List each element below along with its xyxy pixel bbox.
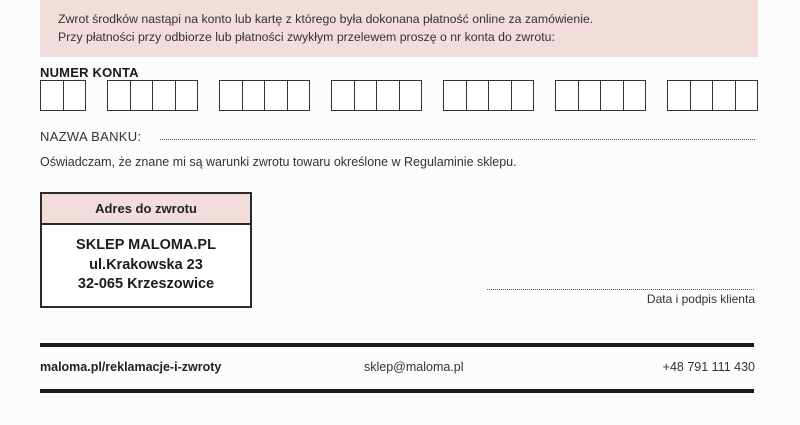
digit-box[interactable] [152,81,175,110]
account-digit-group-2[interactable] [107,80,198,111]
return-address-city: 32-065 Krzeszowice [77,276,215,292]
footer-website-link[interactable]: maloma.pl/reklamacje-i-zwroty [40,360,222,374]
digit-box[interactable] [668,81,690,110]
footer-email-link[interactable]: sklep@maloma.pl [364,360,464,374]
digit-box[interactable] [444,81,466,110]
bank-name-label: NAZWA BANKU: [40,129,142,144]
refund-info-box [40,0,758,57]
refund-info-line-1: Zwrot środków nastąpi na konto lub kartę z którego była dokonana płatność online za zamówienie. [58,12,594,26]
refund-info-line-2: Przy płatności przy odbiorze lub płatności zwykłym przelewem proszę o nr konta do zwrotu: [58,30,555,44]
digit-box[interactable] [332,81,354,110]
account-number-fields [40,80,760,111]
digit-box[interactable] [466,81,489,110]
digit-box[interactable] [175,81,198,110]
digit-box[interactable] [220,81,242,110]
bank-name-field[interactable] [160,139,755,140]
digit-box[interactable] [712,81,735,110]
digit-box[interactable] [600,81,623,110]
digit-box[interactable] [108,81,130,110]
digit-box[interactable] [264,81,287,110]
digit-box[interactable] [690,81,713,110]
digit-box[interactable] [488,81,511,110]
account-number-label: NUMER KONTA [40,65,139,80]
digit-box[interactable] [735,81,758,110]
return-address-heading: Adres do zwrotu [42,194,250,225]
account-digit-group-6[interactable] [555,80,646,111]
digit-box[interactable] [41,81,63,110]
footer-bottom-divider [40,389,754,393]
digit-box[interactable] [130,81,153,110]
return-address-body [42,225,250,295]
digit-box[interactable] [511,81,534,110]
digit-box[interactable] [578,81,601,110]
footer-phone: +48 791 111 430 [662,360,755,374]
digit-box[interactable] [376,81,399,110]
digit-box[interactable] [556,81,578,110]
account-digit-group-7[interactable] [667,80,758,111]
account-digit-group-3[interactable] [219,80,310,111]
terms-declaration: Oświadczam, że znane mi są warunki zwrotu towaru określone w Regulaminie sklepu. [40,155,517,169]
signature-field[interactable] [487,289,754,290]
digit-box[interactable] [623,81,646,110]
digit-box[interactable] [354,81,377,110]
account-digit-group-1[interactable] [40,80,86,111]
digit-box[interactable] [287,81,310,110]
signature-label: Data i podpis klienta [646,292,755,306]
return-address-name: SKLEP MALOMA.PL [76,237,216,253]
footer-top-divider [40,343,754,347]
digit-box[interactable] [63,81,86,110]
digit-box[interactable] [242,81,265,110]
account-digit-group-5[interactable] [443,80,534,111]
return-address-box [40,192,252,308]
digit-box[interactable] [399,81,422,110]
account-digit-group-4[interactable] [331,80,422,111]
return-address-street: ul.Krakowska 23 [89,256,203,273]
